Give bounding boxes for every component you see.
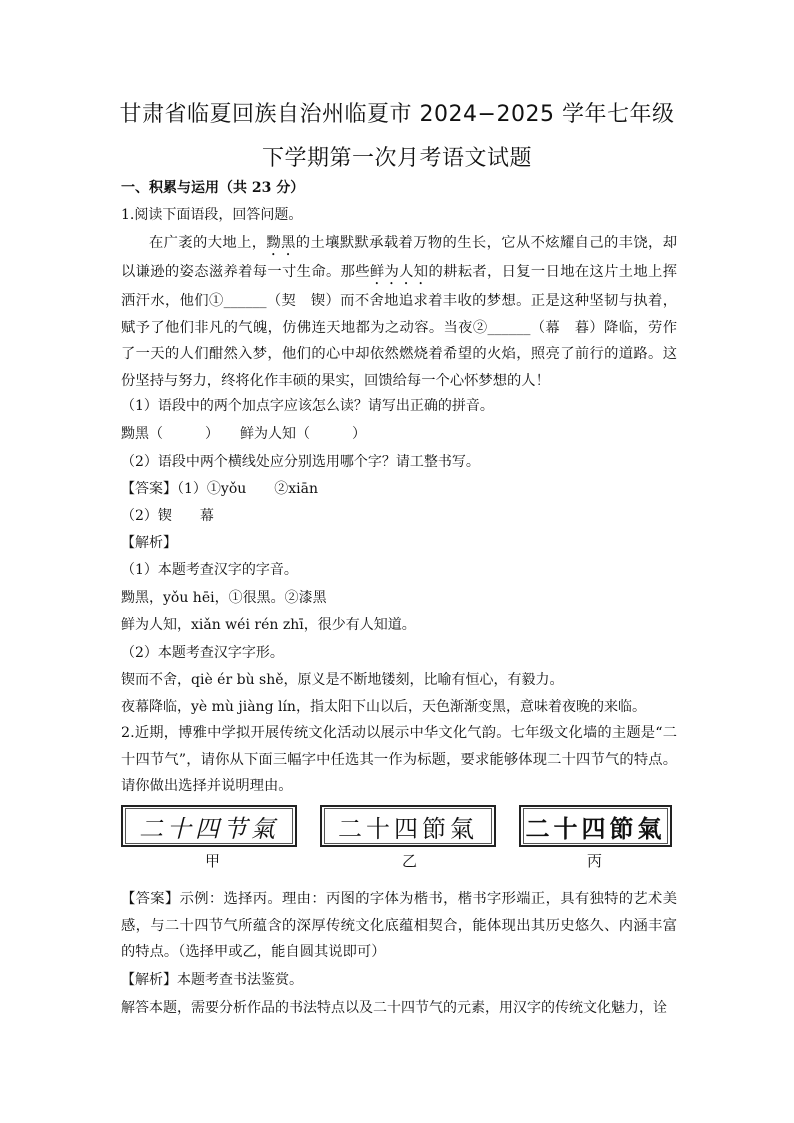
calligraphy-text: 二十四節氣 — [324, 808, 492, 844]
q1-analysis-label: 【解析】 — [121, 535, 177, 551]
q1-sub1: （1）语段中的两个加点字应该怎么读？请写出正确的拼音。 — [121, 398, 494, 414]
calligraphy-jia — [121, 805, 297, 847]
q1-sub1-blanks: 黝黑（ ） 鲜为人知（ ） — [121, 426, 366, 442]
q1-answer — [121, 476, 681, 502]
calligraphy-label: 甲 — [205, 852, 221, 870]
analysis-line: （1）本题考查汉字的字音。 — [121, 562, 298, 578]
answer-text: （1）①yǒu ②xiān — [177, 481, 318, 497]
analysis-line: （2）本题考查汉字字形。 — [121, 645, 284, 661]
passage-text: 在广袤的大地上， — [149, 235, 267, 251]
analysis-label: 【解析】 — [121, 972, 177, 988]
analysis-line: 黝黑，yǒu hēi，①很黑。②漆黑 — [121, 590, 327, 606]
q2-answer — [121, 886, 677, 966]
calligraphy-bing — [519, 805, 672, 847]
q2-stem: 2.近期，博雅中学拟开展传统文化活动以展示中华文化气韵。七年级文化墙的主题是“二十四节气”，请你从下面三幅字中任选其一作为标题，要求能够体现二十四节气的特点。请你做出选择并说明理由。 — [121, 725, 677, 795]
analysis-line: 锲而不舍，qiè ér bù shě，原义是不断地镂刻，比喻有恒心，有毅力。 — [121, 672, 564, 688]
q1-sub2: （2）语段中两个横线处应分别选用哪个字？请工整书写。 — [121, 454, 480, 470]
section-heading: 一、积累与运用（共 23 分） — [121, 180, 305, 196]
analysis-text: 本题考查书法鉴赏。 — [177, 972, 303, 988]
q1-passage — [121, 230, 677, 395]
page-title-line1: 甘肃省临夏回族自治州临夏市 2024−2025 学年七年级 — [119, 102, 675, 127]
answer-text: 示例：选择丙。理由：丙图的字体为楷书，楷书字形端正，具有独特的艺术美感，与二十四节气所蕴含的深厚传统文化底蕴相契合，能体现出其历史悠久、内涵丰富的特点。（选择甲或乙，能自圆其说即可） — [121, 891, 677, 961]
calligraphy-label: 丙 — [587, 852, 603, 870]
dotted-word-1: 黝黑 — [266, 235, 296, 251]
analysis-line: 鲜为人知，xiǎn wéi rén zhī，很少有人知道。 — [121, 617, 416, 633]
answer-label: 【答案】 — [121, 481, 177, 497]
dotted-word-2: 鲜为人知 — [369, 264, 429, 280]
answer-label: 【答案】 — [121, 891, 180, 907]
q1-answer-2: （2）锲 幕 — [121, 508, 214, 524]
passage-text: 的耕耘者，日复一日地在这片土地上挥洒汗水，他们①______（契 锲）而不舍地追求着丰收的梦想。正是这种坚韧与执着，赋予了他们非凡的气魄，仿佛连天地都为之动容。当夜②______（幕 暮）降临，劳作了一天的人们酣然入梦，他们的心中却依然燃烧着希望的火焰，照亮了前行的道路。这份坚持与努力，终将化作丰硕的果实，回馈给每一个心怀梦想的人！ — [121, 264, 677, 390]
calligraphy-text: 二十四节氣 — [125, 808, 293, 844]
q1-stem: 1.阅读下面语段，回答问题。 — [121, 207, 303, 223]
analysis-line: 夜幕降临，yè mù jiàng lín，指太阳下山以后，天色渐渐变黑，意味着夜晚的来临。 — [121, 699, 646, 715]
calligraphy-label: 乙 — [402, 852, 418, 870]
calligraphy-text: 二十四節氣 — [523, 808, 668, 844]
page-title-line2: 下学期第一次月考语文试题 — [261, 146, 532, 171]
calligraphy-yi — [320, 805, 496, 847]
passage-text: 的土壤默默承载着万物的生长，它从不炫耀自己的丰饶，却以谦逊的姿态滋养着每一寸生命。那些 — [121, 235, 678, 280]
q2-analysis-more: 解答本题，需要分析作品的书法特点以及二十四节气的元素，用汉字的传统文化魅力，诠 — [121, 1000, 667, 1016]
q2-analysis — [121, 967, 681, 993]
